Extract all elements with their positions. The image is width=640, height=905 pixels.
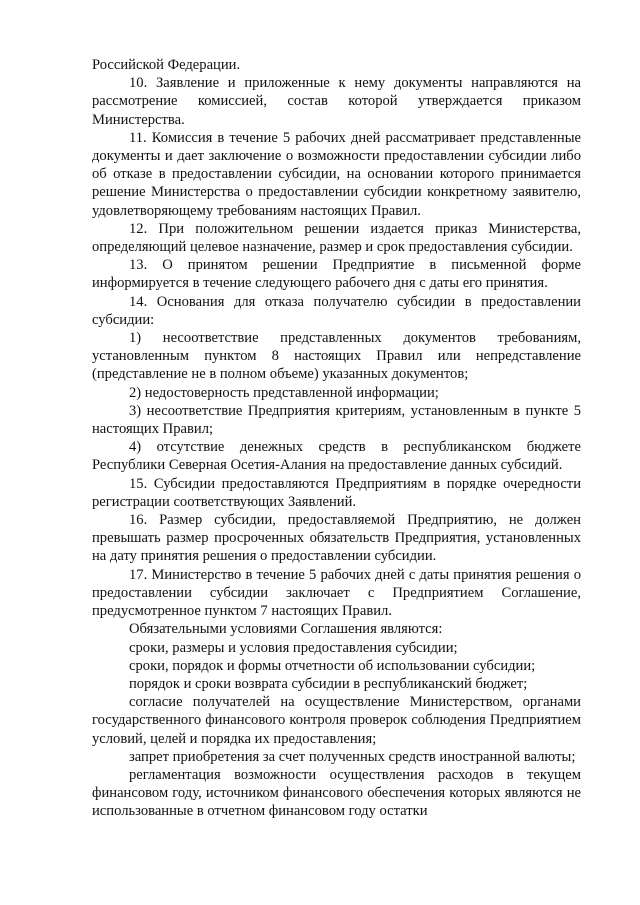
paragraph-conditions-intro: Обязательными условиями Соглашения являются: (129, 621, 443, 638)
paragraph-subitem-4: 4) отсутствие денежных средств в республиканском бюджете Республики Северная Осетия-Алания на предоставление данных субсидий. (92, 439, 581, 474)
paragraph-condition-reporting: сроки, порядок и формы отчетности об использовании субсидии; (129, 657, 536, 674)
paragraph-item-15: 15. Субсидии предоставляются Предприятиям в порядке очередности регистрации соответствующих Заявлений. (92, 475, 581, 510)
paragraph-condition-expenses: регламентация возможности осуществления расходов в текущем финансовом году, источником финансового обеспечения которых являются не использованные в отчетном финансовом году остатки (92, 766, 581, 820)
paragraph-condition-consent: согласие получателей на осуществление Министерством, органами государственного финансового контроля проверок соблюдения Предприятием условий, целей и порядка их предоставления; (92, 694, 581, 747)
paragraph-item-12: 12. При положительном решении издается приказ Министерства, определяющий целевое назначение, размер и срок предоставления субсидии. (92, 220, 581, 256)
paragraph-continuation: Российской Федерации. (92, 57, 241, 73)
paragraph-subitem-3: 3) несоответствие Предприятия критериям, установленным в пункте 5 настоящих Правил; (92, 402, 581, 438)
paragraph-subitem-2: 2) недостоверность представленной информации; (129, 384, 439, 401)
paragraph-item-11: 11. Комиссия в течение 5 рабочих дней рассматривает представленные документы и дает заключение о возможности предоставлении субсидии либо об отказе в предоставлении субсидии, на основании которого принимается решение Министерства о предоставлении субсидии конкретному заявителю, удовлетворяющему требованиям настоящих Правил. (92, 129, 581, 219)
paragraph-condition-return: порядок и сроки возврата субсидии в республиканский бюджет; (129, 675, 528, 692)
paragraph-condition-terms: сроки, размеры и условия предоставления субсидии; (129, 639, 458, 656)
paragraph-item-14: 14. Основания для отказа получателю субсидии в предоставлении субсидии: (92, 293, 581, 328)
paragraph-item-13: 13. О принятом решении Предприятие в письменной форме информируется в течение следующего рабочего дня с даты его принятия. (92, 257, 581, 292)
document-page (92, 56, 581, 821)
paragraph-condition-currency-ban: запрет приобретения за счет полученных средств иностранной валюты; (129, 748, 576, 765)
paragraph-subitem-1: 1) несоответствие представленных документов требованиям, установленным пунктом 8 настоящих Правил или непредставление (представление не в полном объеме) указанных документов; (92, 330, 581, 383)
paragraph-item-17: 17. Министерство в течение 5 рабочих дней с даты принятия решения о предоставлении субсидии заключает с Предприятием Соглашение, предусмотренное пунктом 7 настоящих Правил. (92, 566, 581, 620)
paragraph-item-10: 10. Заявление и приложенные к нему документы направляются на рассмотрение комиссией, состав которой утверждается приказом Министерства. (92, 75, 581, 128)
paragraph-item-16: 16. Размер субсидии, предоставляемой Предприятию, не должен превышать размер просроченных обязательств Предприятия, установленных на дату принятия решения о предоставлении субсидии. (92, 512, 581, 565)
